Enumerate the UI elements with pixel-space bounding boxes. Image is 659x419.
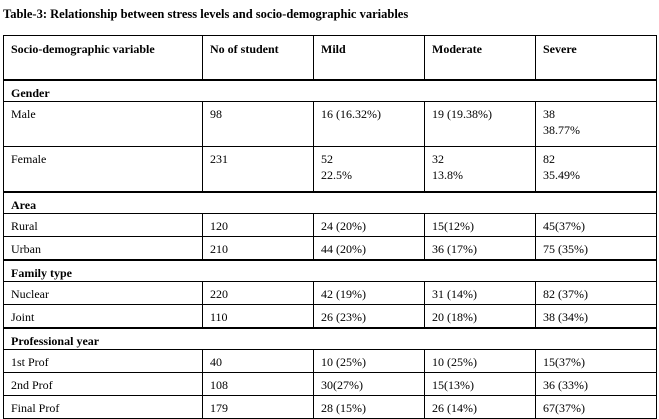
students-cell: 108: [203, 373, 314, 396]
mild-cell-line: 16 (16.32%): [321, 107, 381, 121]
header-cell-severe: Severe: [536, 36, 657, 80]
table-row: [4, 396, 657, 419]
severe-cell: [536, 373, 657, 396]
severe-cell: [536, 214, 657, 237]
students-cell: 40: [203, 350, 314, 373]
mild-cell: [314, 305, 425, 328]
severe-cell: [536, 102, 657, 147]
mild-cell: [314, 350, 425, 373]
severe-cell-line: 38 (34%): [543, 310, 588, 324]
moderate-cell-line: 36 (17%): [432, 242, 477, 256]
table-row: [4, 373, 657, 396]
severe-cell-line: 67(37%): [543, 401, 585, 415]
mild-cell-line: 44 (20%): [321, 242, 366, 256]
students-cell: 98: [203, 102, 314, 147]
moderate-cell: [425, 282, 536, 305]
moderate-cell: [425, 305, 536, 328]
severe-cell-line: 15(37%): [543, 355, 585, 369]
moderate-cell-line: 19 (19.38%): [432, 107, 492, 121]
variable-cell: 1st Prof: [4, 350, 203, 373]
students-cell: 210: [203, 237, 314, 260]
moderate-cell: [425, 102, 536, 147]
header-cell-mild: Mild: [314, 36, 425, 80]
moderate-cell-line: 15(12%): [432, 219, 474, 233]
mild-cell-line: 10 (25%): [321, 355, 366, 369]
variable-cell: 2nd Prof: [4, 373, 203, 396]
students-cell: 231: [203, 147, 314, 192]
table-row: [4, 282, 657, 305]
mild-cell: [314, 282, 425, 305]
variable-cell: Joint: [4, 305, 203, 328]
students-cell: 179: [203, 396, 314, 419]
group-title: Professional year: [4, 328, 657, 350]
severe-cell-line: 82 (37%): [543, 287, 588, 301]
mild-cell: [314, 396, 425, 419]
table-header-row: [4, 36, 657, 80]
table-caption: Table-3: Relationship between stress levels and socio-demographic variables: [3, 7, 409, 21]
mild-cell: [314, 102, 425, 147]
moderate-cell: [425, 214, 536, 237]
mild-cell-line: 28 (15%): [321, 401, 366, 415]
severe-cell: [536, 305, 657, 328]
moderate-cell-line: 10 (25%): [432, 355, 477, 369]
moderate-cell-line: 13.8%: [432, 168, 463, 182]
moderate-cell: [425, 237, 536, 260]
variable-cell: Final Prof: [4, 396, 203, 419]
moderate-cell-line: 31 (14%): [432, 287, 477, 301]
mild-cell: [314, 147, 425, 192]
header-cell-variable: Socio-demographic variable: [4, 36, 203, 80]
moderate-cell-line: 20 (18%): [432, 310, 477, 324]
moderate-cell: [425, 350, 536, 373]
severe-cell-line: 38: [543, 107, 555, 121]
severe-cell-line: 38.77%: [543, 123, 580, 137]
severe-cell: [536, 396, 657, 419]
stress-levels-table: [3, 35, 657, 419]
severe-cell: [536, 282, 657, 305]
moderate-cell-line: 26 (14%): [432, 401, 477, 415]
group-header-row: [4, 328, 657, 350]
group-title: Gender: [4, 80, 657, 102]
group-title: Family type: [4, 260, 657, 282]
group-title: Area: [4, 192, 657, 214]
moderate-cell: [425, 147, 536, 192]
header-cell-moderate: Moderate: [425, 36, 536, 80]
mild-cell-line: 30(27%): [321, 378, 363, 392]
table-row: [4, 214, 657, 237]
table-body: [4, 36, 657, 419]
group-header-row: [4, 80, 657, 102]
severe-cell: [536, 237, 657, 260]
mild-cell-line: 22.5%: [321, 168, 352, 182]
students-cell: 220: [203, 282, 314, 305]
variable-cell: Female: [4, 147, 203, 192]
severe-cell: [536, 350, 657, 373]
header-cell-students: No of student: [203, 36, 314, 80]
mild-cell-line: 52: [321, 152, 333, 166]
table-row: [4, 237, 657, 260]
variable-cell: Nuclear: [4, 282, 203, 305]
table-row: [4, 102, 657, 147]
table-row: [4, 147, 657, 192]
variable-cell: Rural: [4, 214, 203, 237]
mild-cell-line: 26 (23%): [321, 310, 366, 324]
severe-cell-line: 75 (35%): [543, 242, 588, 256]
moderate-cell: [425, 373, 536, 396]
variable-cell: Urban: [4, 237, 203, 260]
group-header-row: [4, 192, 657, 214]
mild-cell: [314, 237, 425, 260]
severe-cell-line: 82: [543, 152, 555, 166]
mild-cell-line: 24 (20%): [321, 219, 366, 233]
mild-cell-line: 42 (19%): [321, 287, 366, 301]
variable-cell: Male: [4, 102, 203, 147]
table-row: [4, 350, 657, 373]
students-cell: 110: [203, 305, 314, 328]
severe-cell-line: 35.49%: [543, 168, 580, 182]
table-row: [4, 305, 657, 328]
mild-cell: [314, 214, 425, 237]
group-header-row: [4, 260, 657, 282]
severe-cell: [536, 147, 657, 192]
students-cell: 120: [203, 214, 314, 237]
moderate-cell-line: 15(13%): [432, 378, 474, 392]
severe-cell-line: 36 (33%): [543, 378, 588, 392]
moderate-cell-line: 32: [432, 152, 444, 166]
severe-cell-line: 45(37%): [543, 219, 585, 233]
mild-cell: [314, 373, 425, 396]
moderate-cell: [425, 396, 536, 419]
